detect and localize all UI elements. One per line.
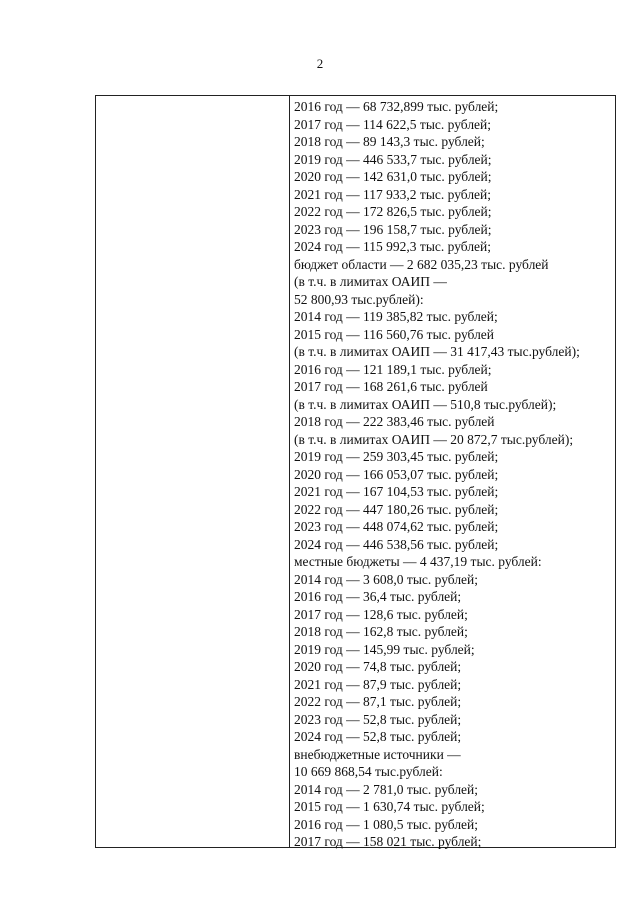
text-line: 2021 год — 87,9 тыс. рублей;	[294, 676, 462, 692]
text-line: 2020 год — 74,8 тыс. рублей;	[294, 659, 462, 674]
text-line: 2020 год — 142 631,0 тыс. рублей;	[294, 169, 492, 184]
text-line: 2022 год — 172 826,5 тыс. рублей;	[294, 204, 492, 219]
text-line: 2023 год — 52,8 тыс. рублей;	[294, 711, 462, 727]
text-line: 2024 год — 446 538,56 тыс. рублей;	[294, 536, 499, 552]
text-line: 2021 год — 167 104,53 тыс. рублей;	[294, 484, 499, 499]
text-line: 2014 год — 3 608,0 тыс. рублей;	[294, 571, 479, 587]
text-line: 2018 год — 89 143,3 тыс. рублей;	[294, 134, 485, 149]
text-line: местные бюджеты — 4 437,19 тыс. рублей:	[294, 554, 542, 569]
text-line: 2017 год — 114 622,5 тыс. рублей;	[294, 116, 492, 132]
text-line: 2015 год — 116 560,76 тыс. рублей	[294, 326, 495, 342]
text-line: 10 669 868,54 тыс.рублей:	[294, 764, 443, 779]
text-line: 2020 год — 166 053,07 тыс. рублей;	[294, 466, 499, 482]
text-line: 2014 год — 2 781,0 тыс. рублей;	[294, 781, 479, 797]
text-line: 2019 год — 259 303,45 тыс. рублей;	[294, 449, 499, 464]
text-line: внебюджетные источники —	[294, 746, 461, 762]
text-line: бюджет области — 2 682 035,23 тыс. рублей	[294, 256, 549, 272]
text-line: 2019 год — 145,99 тыс. рублей;	[294, 641, 475, 657]
text-line: (в т.ч. в лимитах ОАИП —	[294, 274, 447, 289]
table-right-column	[290, 96, 615, 847]
text-line: 2015 год — 1 630,74 тыс. рублей;	[294, 799, 485, 814]
text-line: 2017 год — 168 261,6 тыс. рублей	[294, 379, 488, 394]
text-line: 2017 год — 158 021 тыс. рублей;	[294, 834, 482, 849]
text-line: (в т.ч. в лимитах ОАИП — 20 872,7 тыс.рублей);	[294, 431, 574, 447]
text-line: (в т.ч. в лимитах ОАИП — 510,8 тыс.рублей);	[294, 396, 557, 412]
text-line: 52 800,93 тыс.рублей):	[294, 291, 424, 307]
text-line: 2023 год — 196 158,7 тыс. рублей;	[294, 221, 492, 237]
text-line: 2024 год — 115 992,3 тыс. рублей;	[294, 239, 492, 254]
text-line: 2016 год — 121 189,1 тыс. рублей;	[294, 361, 492, 377]
text-line: 2024 год — 52,8 тыс. рублей;	[294, 729, 462, 744]
text-line: 2019 год — 446 533,7 тыс. рублей;	[294, 151, 492, 167]
text-line: 2016 год — 1 080,5 тыс. рублей;	[294, 816, 479, 832]
text-line: 2021 год — 117 933,2 тыс. рублей;	[294, 186, 492, 202]
text-line: 2018 год — 162,8 тыс. рублей;	[294, 624, 468, 639]
text-line: 2017 год — 128,6 тыс. рублей;	[294, 606, 468, 622]
text-line: 2016 год — 68 732,899 тыс. рублей;	[294, 99, 499, 114]
text-line: 2018 год — 222 383,46 тыс. рублей	[294, 414, 495, 429]
text-line: (в т.ч. в лимитах ОАИП — 31 417,43 тыс.рублей);	[294, 344, 580, 359]
text-line: 2022 год — 447 180,26 тыс. рублей;	[294, 501, 499, 517]
page-number: 2	[316, 56, 324, 71]
text-line: 2016 год — 36,4 тыс. рублей;	[294, 589, 462, 604]
text-line: 2023 год — 448 074,62 тыс. рублей;	[294, 519, 499, 534]
text-line: 2022 год — 87,1 тыс. рублей;	[294, 694, 462, 709]
text-line: 2014 год — 119 385,82 тыс. рублей;	[294, 309, 498, 324]
funding-table	[95, 95, 616, 848]
table-left-column	[96, 96, 289, 847]
